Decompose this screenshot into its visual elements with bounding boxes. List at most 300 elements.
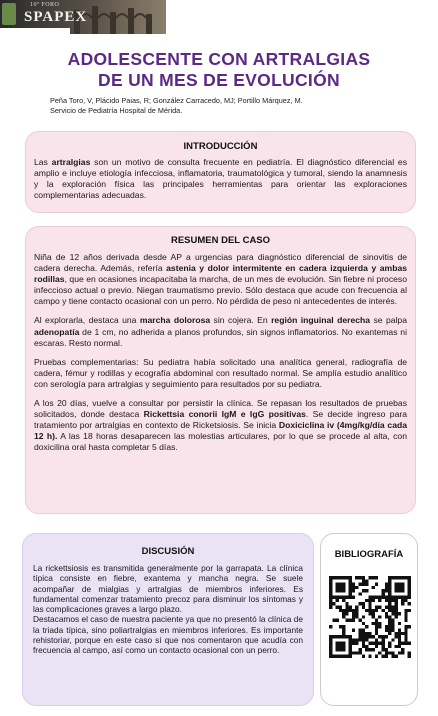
qr-module [349,586,352,589]
qr-module [336,583,339,586]
qr-module [345,602,348,605]
event-banner [0,0,166,34]
qr-module [359,592,362,595]
qr-module [362,615,365,618]
qr-module [398,622,401,625]
qr-module [355,615,358,618]
qr-module [329,635,332,638]
banner-event-name: SPAPEX [24,9,88,25]
qr-module [391,622,394,625]
qr-module [365,583,368,586]
qr-module [329,596,332,599]
qr-module [385,596,388,599]
text-span: A los 20 días, vuelve a consultar por persistir la clínica. Se repasan los resultados de pruebas solicitados, donde destaca [34,398,407,420]
qr-module [401,648,404,651]
hospital-logo-icon [2,3,16,25]
qr-module [408,586,411,589]
qr-module [395,576,398,579]
qr-module [385,635,388,638]
qr-module [381,596,384,599]
qr-module [342,655,345,658]
qr-module [404,619,407,622]
qr-module [349,606,352,609]
qr-module [342,599,345,602]
qr-module [391,638,394,641]
qr-module [352,651,355,654]
qr-module [329,599,332,602]
qr-module [336,655,339,658]
qr-module [385,586,388,589]
qr-module [401,642,404,645]
qr-module [365,648,368,651]
qr-module [408,579,411,582]
qr-module [388,592,391,595]
qr-module [401,599,404,602]
qr-module [362,583,365,586]
qr-module [329,642,332,645]
qr-module [385,583,388,586]
qr-module [404,635,407,638]
qr-module [391,619,394,622]
qr-module [391,609,394,612]
qr-module [385,606,388,609]
qr-module [375,632,378,635]
qr-module [388,651,391,654]
qr-module [352,638,355,641]
qr-module [329,655,332,658]
qr-module [349,589,352,592]
qr-module [345,655,348,658]
qr-module [408,609,411,612]
qr-module [368,655,371,658]
qr-module [362,645,365,648]
qr-module [398,576,401,579]
qr-module [398,589,401,592]
qr-module [388,583,391,586]
qr-module [362,655,365,658]
qr-module [388,619,391,622]
qr-module [378,599,381,602]
qr-module [398,638,401,641]
qr-module [339,596,342,599]
qr-module [339,625,342,628]
qr-module [381,635,384,638]
qr-module [372,576,375,579]
qr-module [329,638,332,641]
qr-module [391,655,394,658]
authors-block [50,96,303,116]
qr-module [395,599,398,602]
qr-module [395,589,398,592]
qr-module [375,609,378,612]
qr-module [368,606,371,609]
discussion-paragraph: Destacamos el caso de nuestra paciente ya que no presentó la clínica de la triada típica, sino poliartralgias en miembros inferiores. Es importante rehistoriar, porque en este caso sí que nos comentaron que acudía con frecuencia al campo, así como un contacto ocasional con un perro. [33,614,303,656]
qr-module [345,606,348,609]
qr-module [345,612,348,615]
qr-module [388,609,391,612]
poster-title-line-2: DE UN MES DE EVOLUCIÓN [98,70,340,90]
qr-module [388,602,391,605]
qr-module [329,592,332,595]
qr-module [336,599,339,602]
qr-module [404,599,407,602]
qr-module [352,619,355,622]
qr-module [398,651,401,654]
discussion-heading: DISCUSIÓN [141,546,195,557]
qr-module [329,648,332,651]
qr-module [385,589,388,592]
text-span: Al explorarla, destaca una [34,315,140,326]
qr-module [395,609,398,612]
qr-module [355,612,358,615]
bold-span: marcha dolorosa [139,315,211,326]
qr-module [352,586,355,589]
qr-module [385,648,388,651]
qr-module [388,625,391,628]
qr-module [368,632,371,635]
qr-module [401,576,404,579]
qr-module [332,655,335,658]
qr-module [339,642,342,645]
qr-module [408,655,411,658]
banner-edition: 10º FORO [30,2,60,8]
qr-module [342,576,345,579]
qr-module [345,635,348,638]
qr-module [349,645,352,648]
qr-module [329,602,332,605]
qr-module [336,642,339,645]
qr-module [329,651,332,654]
qr-module [329,589,332,592]
qr-module [401,589,404,592]
qr-module [362,642,365,645]
qr-module [391,651,394,654]
qr-module [336,635,339,638]
qr-module [336,586,339,589]
qr-module [381,589,384,592]
qr-module [378,625,381,628]
qr-module [362,632,365,635]
qr-module [365,625,368,628]
qr-module [385,628,388,631]
qr-module [381,609,384,612]
qr-module [352,609,355,612]
qr-code-icon[interactable] [329,576,411,658]
qr-module [349,583,352,586]
qr-module [372,599,375,602]
discussion-paragraph: La rickettsiosis es transmitida generalmente por la garrapata. La clínica típica consiste en fiebre, exantema y mancha negra. Se suele acompañar de mialgias y artralgias de miembros inferiores. Es fundamental comenzar tratamiento precoz para disminuir los síntomas y las complicaciones graves a largo plazo. [33,563,303,615]
qr-module [365,609,368,612]
qr-module [359,651,362,654]
qr-module [352,615,355,618]
discussion-text [33,563,303,656]
qr-module [342,615,345,618]
qr-module [342,648,345,651]
qr-module [404,628,407,631]
intro-bold-span: artralgias [51,157,91,167]
case-paragraph [34,252,407,307]
qr-module [398,642,401,645]
case-summary-section [25,226,416,514]
qr-module [378,596,381,599]
poster-title-line-1: ADOLESCENTE CON ARTRALGIAS [67,49,371,69]
qr-module [342,645,345,648]
qr-module [339,586,342,589]
qr-module [339,606,342,609]
qr-module [368,635,371,638]
qr-module [336,606,339,609]
qr-module [349,638,352,641]
qr-module [352,612,355,615]
qr-module [375,655,378,658]
qr-module [339,589,342,592]
qr-module [401,596,404,599]
qr-module [368,642,371,645]
qr-module [388,576,391,579]
qr-module [388,642,391,645]
qr-module [362,628,365,631]
qr-module [378,615,381,618]
qr-module [388,596,391,599]
qr-module [342,589,345,592]
qr-module [329,586,332,589]
bold-span: Rickettsia conorii IgM e IgG positivas [143,409,306,420]
qr-module [375,625,378,628]
bibliography-heading: BIBLIOGRAFÍA [334,549,404,560]
qr-module [359,635,362,638]
qr-module [395,596,398,599]
text-span: A las 18 horas desaparecen las molestias articulares, por lo que se procede al alta, con doxicilina oral hasta completar 5 días. [34,431,407,453]
bibliography-section [320,533,418,706]
qr-module [329,625,332,628]
qr-module [404,638,407,641]
intro-text-span: son un motivo de consulta frecuente en pediatría. El diagnóstico diferencial es amplio e incluye etiología infecciosa, inflamatoria, traumatológica y tumoral, siendo la anamnesis y la exploración física las principales herramientas para orientar las exploraciones complementarias adecuadas. [34,157,407,201]
qr-module [359,602,362,605]
case-summary-text [34,252,407,462]
case-paragraph [34,315,407,348]
qr-module [408,602,411,605]
qr-module [368,609,371,612]
qr-module [398,596,401,599]
text-span: sin cojera. En [210,315,272,326]
qr-module [342,583,345,586]
qr-module [372,615,375,618]
qr-module [395,615,398,618]
qr-module [388,622,391,625]
qr-module [408,589,411,592]
text-span: Niña de 12 años derivada desde AP a urgencias para diagnóstico diferencial de sinovitis de cadera derecha. Además, refería [34,252,407,274]
qr-module [365,599,368,602]
qr-module [408,576,411,579]
qr-module [401,602,404,605]
qr-module [352,628,355,631]
qr-module [359,576,362,579]
qr-module [355,576,358,579]
qr-module [368,648,371,651]
qr-module [391,576,394,579]
qr-module [404,609,407,612]
qr-module [385,655,388,658]
qr-module [378,622,381,625]
qr-module [391,599,394,602]
qr-module [332,635,335,638]
qr-module [375,576,378,579]
qr-module [375,642,378,645]
qr-module [329,579,332,582]
qr-module [352,583,355,586]
qr-module [375,583,378,586]
qr-module [362,602,365,605]
qr-module [395,635,398,638]
qr-module [339,609,342,612]
text-span: se palpa [370,315,407,326]
qr-module [339,655,342,658]
qr-module [404,625,407,628]
qr-module [375,638,378,641]
qr-module [368,612,371,615]
qr-module [355,642,358,645]
case-paragraph [34,398,407,453]
qr-module [349,576,352,579]
qr-module [378,651,381,654]
qr-module [362,635,365,638]
qr-module [398,628,401,631]
qr-module [339,645,342,648]
qr-module [332,602,335,605]
qr-module [375,628,378,631]
sponsor-strip [0,28,70,34]
qr-module [359,619,362,622]
qr-module [378,642,381,645]
qr-module [398,583,401,586]
qr-module [381,642,384,645]
qr-module [385,612,388,615]
qr-module [368,596,371,599]
qr-module [336,648,339,651]
qr-module [355,638,358,641]
qr-module [372,635,375,638]
bold-span: región inguinal derecha [271,315,371,326]
qr-module [359,648,362,651]
bold-span: astenia y dolor intermitente en cadera izquierda y ambas rodillas [34,263,407,285]
qr-module [372,642,375,645]
qr-module [342,628,345,631]
qr-module [372,612,375,615]
qr-module [349,609,352,612]
qr-module [385,651,388,654]
qr-module [342,625,345,628]
bold-span: Doxiciclina iv (4mg/kg/día cada 12 h). [34,420,407,442]
qr-module [365,589,368,592]
qr-module [349,596,352,599]
qr-module [342,642,345,645]
qr-module [336,645,339,648]
qr-module [336,589,339,592]
qr-module [329,606,332,609]
qr-module [375,622,378,625]
qr-module [355,586,358,589]
qr-module [395,655,398,658]
qr-module [372,648,375,651]
qr-module [395,586,398,589]
qr-module [388,645,391,648]
text-span: . Se decide ingreso para tratamiento por artralgias en contexto de Ricketsiosis. Se inicia [34,409,407,431]
qr-module [349,655,352,658]
qr-module [375,619,378,622]
qr-module [352,642,355,645]
qr-module [336,619,339,622]
qr-module [385,615,388,618]
qr-module [381,648,384,651]
qr-module [329,645,332,648]
qr-module [398,632,401,635]
qr-module [404,615,407,618]
qr-module [388,632,391,635]
qr-module [345,619,348,622]
qr-module [355,606,358,609]
text-span: , que en ocasiones incapacitaba la marcha, de un mes de evolución. Sin fiebre ni proceso infeccioso actual o previo. Niegan traumatismo previo. Sólo destaca que acude con frecuencia al campo y tiene contacto ocasional con un perro. No pérdida de peso ni antecedentes de interés. [34,274,407,307]
qr-module [342,596,345,599]
qr-module [365,645,368,648]
qr-module [408,651,411,654]
qr-module [391,612,394,615]
qr-module [398,645,401,648]
qr-module [349,648,352,651]
qr-module [395,583,398,586]
qr-module [329,583,332,586]
qr-module [362,622,365,625]
qr-module [401,586,404,589]
qr-module [398,635,401,638]
qr-module [388,628,391,631]
qr-module [398,586,401,589]
qr-module [368,576,371,579]
qr-module [408,596,411,599]
qr-module [342,612,345,615]
qr-module [381,645,384,648]
qr-module [404,612,407,615]
introduction-heading: INTRODUCCIÓN [183,141,258,152]
case-paragraph: Pruebas complementarias: Su pediatra había solicitado una analítica general, radiografía de cadera, fémur y rodillas y ecografía abdominal con resultado normal. Se amplía estudio analítico con serología para artralgias y seguimiento para resultados por su pediatra. [34,356,407,389]
qr-module [401,583,404,586]
qr-module [342,632,345,635]
qr-module [388,599,391,602]
qr-module [388,579,391,582]
qr-module [368,602,371,605]
qr-module [381,592,384,595]
qr-module [365,632,368,635]
qr-module [339,635,342,638]
qr-module [388,615,391,618]
qr-module [408,642,411,645]
qr-module [339,576,342,579]
qr-module [375,596,378,599]
qr-module [385,625,388,628]
qr-module [395,632,398,635]
qr-module [352,589,355,592]
qr-module [398,612,401,615]
qr-module [355,609,358,612]
case-summary-heading: RESUMEN DEL CASO [170,235,271,246]
qr-module [388,606,391,609]
qr-module [362,589,365,592]
qr-module [359,638,362,641]
author-names: Peña Toro, V, Plácido Paias, R; González Carracedo, MJ; Portillo Márquez, M. [50,96,303,105]
qr-module [388,589,391,592]
qr-module [408,592,411,595]
introduction-section [25,131,416,213]
qr-module [336,576,339,579]
